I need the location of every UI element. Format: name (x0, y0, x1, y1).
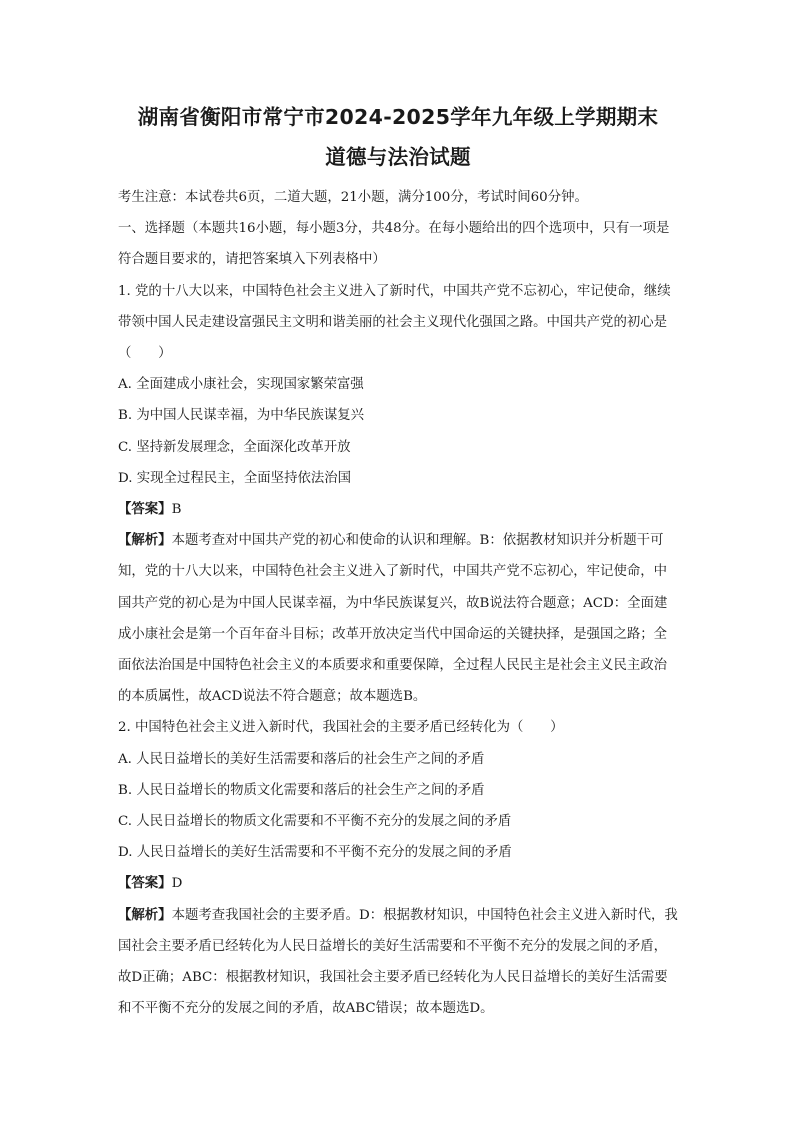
answer-tag: 【答案】 (118, 501, 172, 518)
option-d: D. 人民日益增长的美好生活需要和不平衡不充分的发展之间的矛盾 (118, 845, 512, 861)
analysis-tag: 【解析】 (118, 532, 172, 549)
answer-line (118, 868, 678, 899)
answer-tag: 【答案】 (118, 875, 172, 892)
analysis-text: 本题考查我国社会的主要矛盾。D：根据教材知识，中国特色社会主义进入新时代，我国社会主要矛盾已经转化为人民日益增长的美好生活需要和不平衡不充分的发展之间的矛盾，故D正确；ABC：根据教材知识，我国社会主要矛盾已经转化为人民日益增长的美好生活需要和不平衡不充分的发展之间的矛盾，故ABC错误；故本题选D。 (118, 907, 678, 1017)
analysis-text: 本题考查对中国共产党的初心和使命的认识和理解。B：依据教材知识并分析题干可知，党的十八大以来，中国特色社会主义进入了新时代，中国共产党不忘初心，牢记使命，中国共产党的初心是为中国人民谋幸福，为中华民族谋复兴，故B说法符合题意；ACD：全面建成小康社会是第一个百年奋斗目标；改革开放决定当代中国命运的关键抉择，是强国之路；全面依法治国是中国特色社会主义的本质要求和重要保障，全过程人民民主是社会主义民主政治的本质属性，故ACD说法不符合题意；故本题选B。 (118, 533, 668, 705)
answer-value: B (171, 502, 182, 518)
option-a: A. 人民日益增长的美好生活需要和落后的社会生产之间的矛盾 (118, 751, 485, 767)
exam-title-line2: 道德与法治试题 (325, 145, 471, 169)
exam-notice: 考生注意：本试卷共6页，二道大题，21小题，满分100分，考试时间60分钟。 (118, 190, 588, 205)
option-b: B. 人民日益增长的物质文化需要和落后的社会生产之间的矛盾 (118, 782, 485, 798)
exam-title-line1: 湖南省衡阳市常宁市2024-2025学年九年级上学期期末 (137, 105, 659, 129)
analysis-tag: 【解析】 (118, 906, 172, 923)
option-b: B. 为中国人民谋幸福，为中华民族谋复兴 (118, 408, 364, 424)
option-c: C. 坚持新发展理念，全面深化改革开放 (118, 439, 351, 455)
option-d: D. 实现全过程民主，全面坚持依法治国 (118, 470, 352, 486)
question-stem: 2. 中国特色社会主义进入新时代，我国社会的主要矛盾已经转化为（ ） (118, 720, 564, 736)
answer-value: D (171, 876, 183, 892)
question-2 (118, 712, 678, 1024)
question-stem: 1. 党的十八大以来，中国特色社会主义进入了新时代，中国共产党不忘初心，牢记使命，继续带领中国人民走建设富强民主文明和谐美丽的社会主义现代化强国之路。中国共产党的初心是（ ） (118, 283, 671, 362)
analysis (118, 900, 678, 1025)
option-c: C. 人民日益增长的物质文化需要和不平衡不充分的发展之间的矛盾 (118, 814, 512, 830)
analysis (118, 525, 678, 712)
question-1 (118, 276, 678, 713)
exam-page (118, 100, 678, 1024)
section-heading: 一、选择题（本题共16小题，每小题3分，共48分。在每小题给出的四个选项中，只有一项是符合题目要求的，请把答案填入下列表格中） (118, 221, 670, 268)
option-a: A. 全面建成小康社会，实现国家繁荣富强 (118, 377, 364, 393)
answer-line (118, 494, 678, 525)
